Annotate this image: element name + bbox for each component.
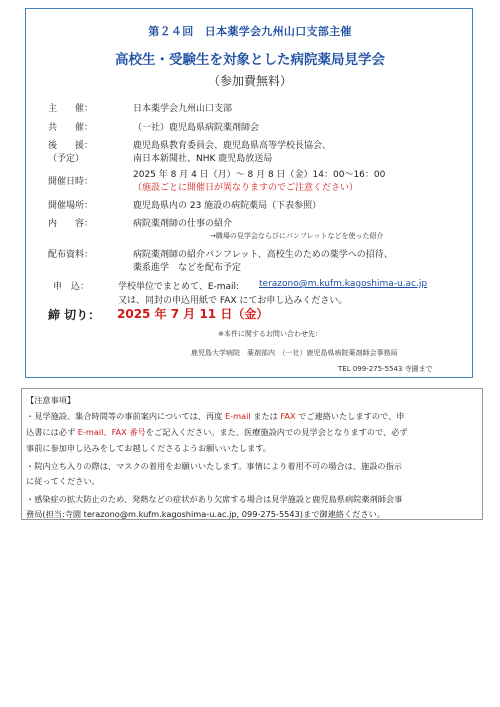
- support-label: 後 援：: [48, 141, 94, 151]
- content-value: 病院薬剤師の仕事の紹介: [133, 219, 233, 229]
- cosponsor-label: 共 催：: [48, 123, 94, 133]
- cautions-title: 【注意事項】: [26, 395, 76, 405]
- contact-tel: TEL 099-275-5543 寺園まで: [338, 365, 433, 373]
- caution-1-line-1: ・見学施設、集合時間等の事前案内については、再度 E-mail または FAX でご連絡いたしますので、申: [26, 411, 405, 421]
- apply-text-2: 又は、同封の申込用紙で FAX にてお申し込みください。: [118, 296, 348, 306]
- apply-label: 申 込：: [53, 282, 90, 292]
- date-note: （施設ごとに開催日が異なりますのでご注意ください）: [133, 183, 359, 193]
- support-value-2: 南日本新聞社、NHK 鹿児島放送局: [133, 154, 273, 164]
- place-value: 鹿児島県内の 23 施設の病院薬局（下表参照）: [133, 201, 322, 211]
- fee-note: （参加費無料）: [207, 74, 292, 88]
- materials-label: 配布資料：: [48, 250, 94, 260]
- cosponsor-value: （一社）鹿児島県病院薬剤師会: [133, 123, 260, 133]
- caution-3-line-2: 務局(担当:寺園 terazono@m.kufm.kagoshima-u.ac.jp, 099-275-5543)まで御連絡ください。: [26, 509, 385, 519]
- sponsor-value: 日本薬学会九州山口支部: [133, 104, 233, 114]
- caution-1-line-2: 込書には必ず E-mail、FAX 番号をご記入ください。また、医療施設内での見学会となりますので、必ず: [26, 427, 408, 437]
- caution-1-line-3: 事前に参加申し込みをしてお越しくださるようお願いいたします。: [26, 443, 271, 453]
- apply-email-link[interactable]: terazono@m.kufm.kagoshima-u.ac.jp: [259, 279, 428, 289]
- contact-org: 鹿児島大学病院 薬剤部内 （一社）鹿児島県病院薬剤師会事務局: [191, 349, 398, 357]
- contact-title: ※本件に関するお問い合わせ先：: [218, 330, 322, 338]
- date-value: 2025 年 8 月 4 日（月）～ 8 月 8 日（金）14：00～16：00: [133, 170, 386, 180]
- content-note: →職場の見学会ならびにパンフレットなどを使った紹介: [210, 232, 384, 240]
- sponsor-label: 主 催：: [48, 104, 94, 114]
- date-label: 開催日時：: [48, 177, 94, 187]
- caution-3-line-1: ・感染症の拡大防止のため、発熱などの症状があり欠席する場合は見学施設と鹿児島県病院薬剤師会事: [26, 494, 403, 504]
- caution-2-line-2: に従ってください。: [26, 476, 100, 486]
- event-title: 高校生・受験生を対象とした病院薬局見学会: [115, 52, 385, 68]
- apply-text-1: 学校単位でまとめて、E-mail:: [118, 282, 240, 292]
- deadline-label: 締 切り：: [48, 308, 101, 322]
- content-label: 内 容：: [48, 219, 94, 229]
- caution-2-line-1: ・院内立ち入りの際は、マスクの着用をお願いいたします。事情により着用不可の場合は、施設の指示: [26, 461, 402, 471]
- support-sub: （予定）: [48, 154, 85, 164]
- place-label: 開催場所：: [48, 201, 94, 211]
- materials-value-2: 薬系進学 などを配布予定: [133, 263, 242, 273]
- materials-value-1: 病院薬剤師の紹介パンフレット、高校生のための薬学への招待、: [133, 250, 393, 260]
- deadline-value: 2025 年 7 月 11 日（金）: [117, 307, 269, 321]
- event-organizer-heading: 第２４回 日本薬学会九州山口支部主催: [148, 25, 352, 38]
- support-value-1: 鹿児島県教育委員会、鹿児島県高等学校長協会、: [133, 141, 332, 151]
